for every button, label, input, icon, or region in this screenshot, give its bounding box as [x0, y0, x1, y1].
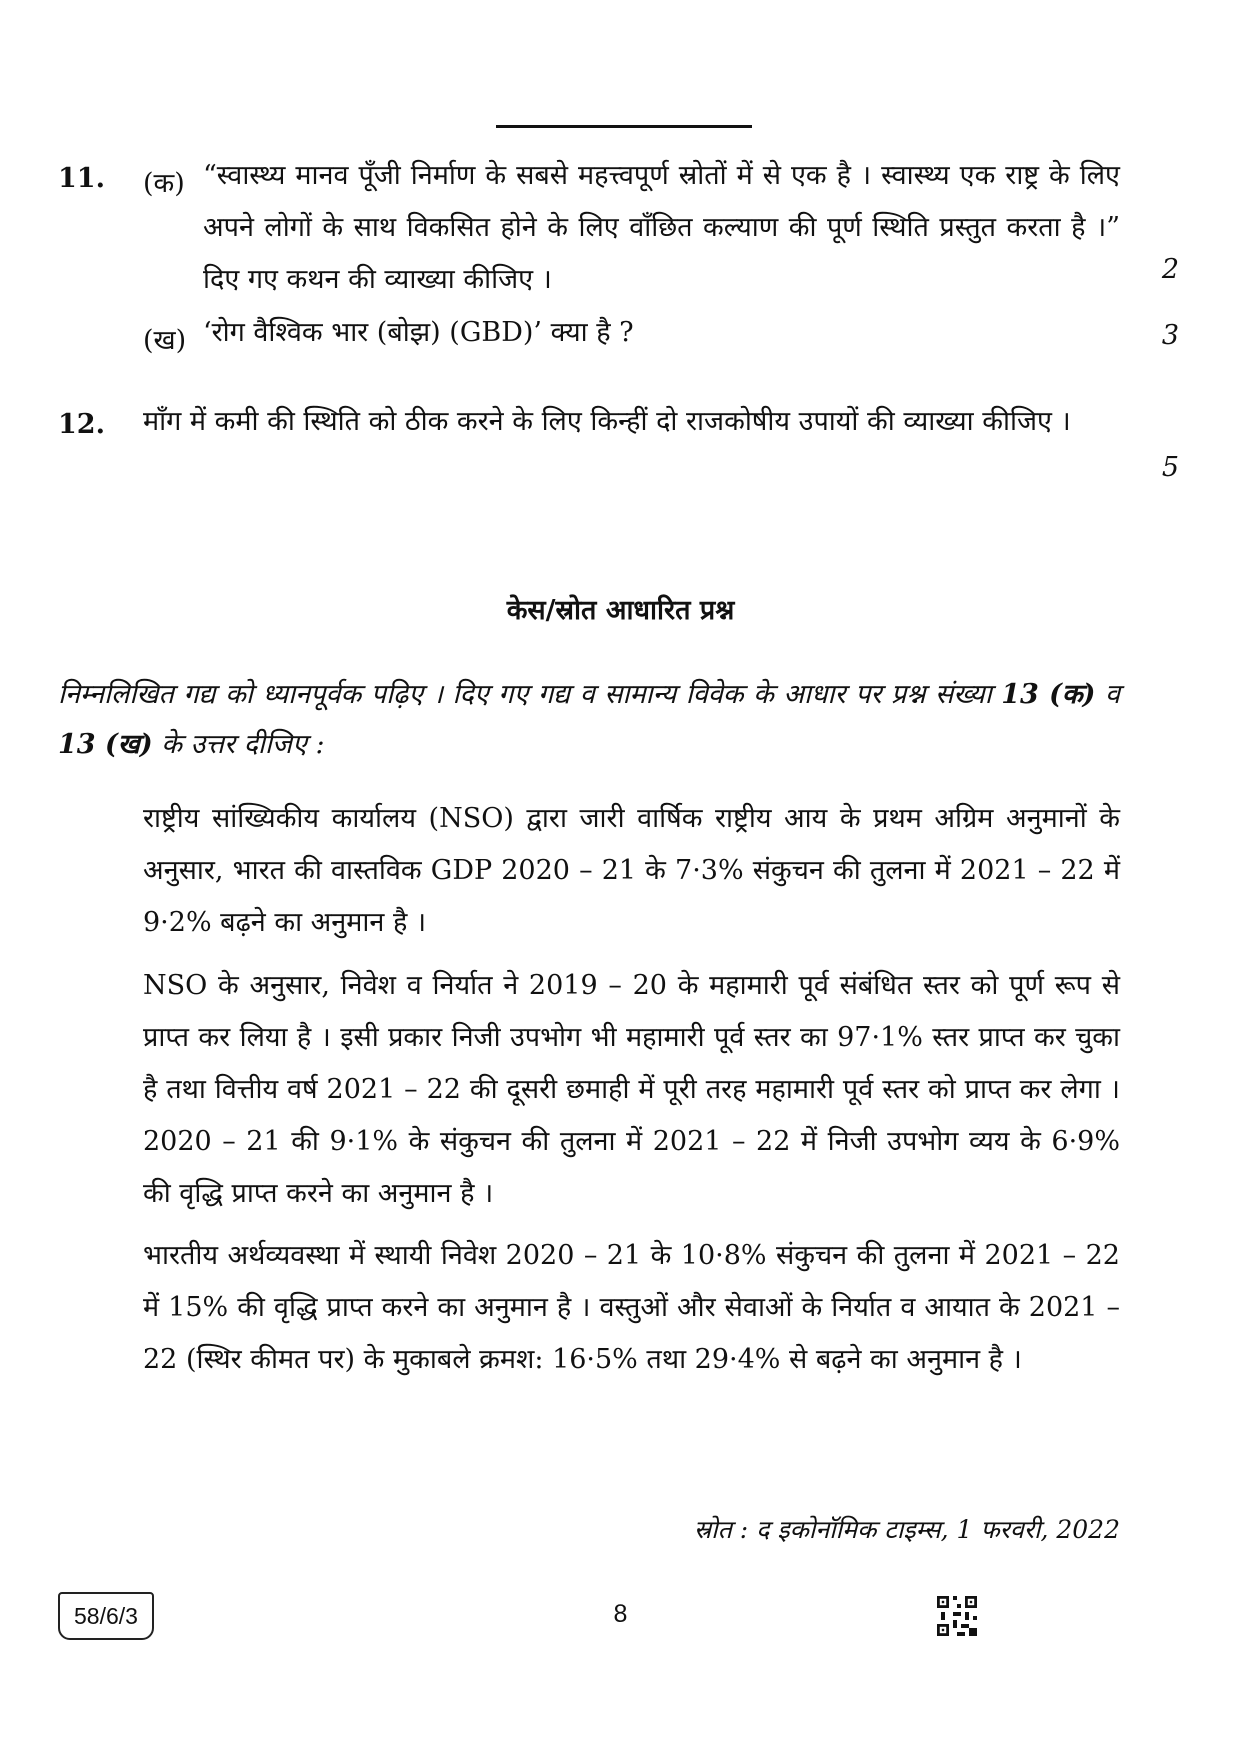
- question-11a-text: “स्वास्थ्य मानव पूँजी निर्माण के सबसे महत्त्वपूर्ण स्रोतों में से एक है । स्वास्थ्य एक राष्ट्र के लिए अपने लोगों के साथ विकसित होने के लिए वाँछित कल्याण की पूर्ण स्थिति प्रस्तुत करता है ।” दिए गए कथन की व्याख्या कीजिए ।: [203, 160, 1120, 295]
- paper-code-badge: 58/6/3: [58, 1592, 154, 1640]
- question-11a-label: (क): [143, 168, 185, 199]
- question-12-text: माँग में कमी की स्थिति को ठीक करने के लिए किन्हीं दो राजकोषीय उपायों की व्याख्या कीजिए ।: [143, 406, 1071, 437]
- question-11b-text: ‘रोग वैश्विक भार (बोझ) (GBD)’ क्या है ?: [203, 317, 634, 348]
- passage-instruction: निम्नलिखित गद्य को ध्यानपूर्वक पढ़िए । दिए गए गद्य व सामान्य विवेक के आधार पर प्रश्न संख्या 13 (क) व 13 (ख) के उत्तर दीजिए :: [58, 679, 1120, 760]
- qr-code-icon: [937, 1596, 977, 1636]
- question-12-marks: 5: [1161, 452, 1179, 483]
- question-11b-marks: 3: [1161, 320, 1179, 351]
- page-number: 8: [613, 1600, 628, 1628]
- passage-paragraph-3: भारतीय अर्थव्यवस्था में स्थायी निवेश 2020 – 21 के 10·8% संकुचन की तुलना में 2021 – 22 में 15% की वृद्धि प्राप्त करने का अनुमान है । वस्तुओं और सेवाओं के निर्यात व आयात के 2021 – 22 (स्थिर कीमत पर) के मुकाबले क्रमश: 16·5% तथा 29·4% से बढ़ने का अनुमान है ।: [143, 1240, 1120, 1375]
- passage-paragraph-1: राष्ट्रीय सांख्यिकीय कार्यालय (NSO) द्वारा जारी वार्षिक राष्ट्रीय आय के प्रथम अग्रिम अनुमानों के अनुसार, भारत की वास्तविक GDP 2020 – 21 के 7·3% संकुचन की तुलना में 2021 – 22 में 9·2% बढ़ने का अनुमान है ।: [143, 803, 1120, 938]
- section-heading: केस/स्रोत आधारित प्रश्न: [506, 595, 735, 626]
- question-12-number: 12.: [58, 409, 105, 440]
- question-11b-label: (ख): [143, 325, 187, 356]
- passage-paragraph-2: NSO के अनुसार, निवेश व निर्यात ने 2019 – 20 के महामारी पूर्व संबंधित स्तर को पूर्ण रूप से प्राप्त कर लिया है । इसी प्रकार निजी उपभोग भी महामारी पूर्व स्तर का 97·1% स्तर प्राप्त कर चुका है तथा वित्तीय वर्ष 2021 – 22 की दूसरी छमाही में पूरी तरह महामारी पूर्व स्तर को प्राप्त कर लेगा । 2020 – 21 की 9·1% के संकुचन की तुलना में 2021 – 22 में निजी उपभोग व्यय के 6·9% की वृद्धि प्राप्त करने का अनुमान है ।: [143, 970, 1120, 1209]
- question-11-number: 11.: [58, 163, 105, 194]
- question-11a-marks: 2: [1161, 254, 1179, 285]
- passage-source: स्रोत : द इकोनॉमिक टाइम्स, 1 फरवरी, 2022: [693, 1515, 1120, 1544]
- top-divider: [496, 125, 752, 128]
